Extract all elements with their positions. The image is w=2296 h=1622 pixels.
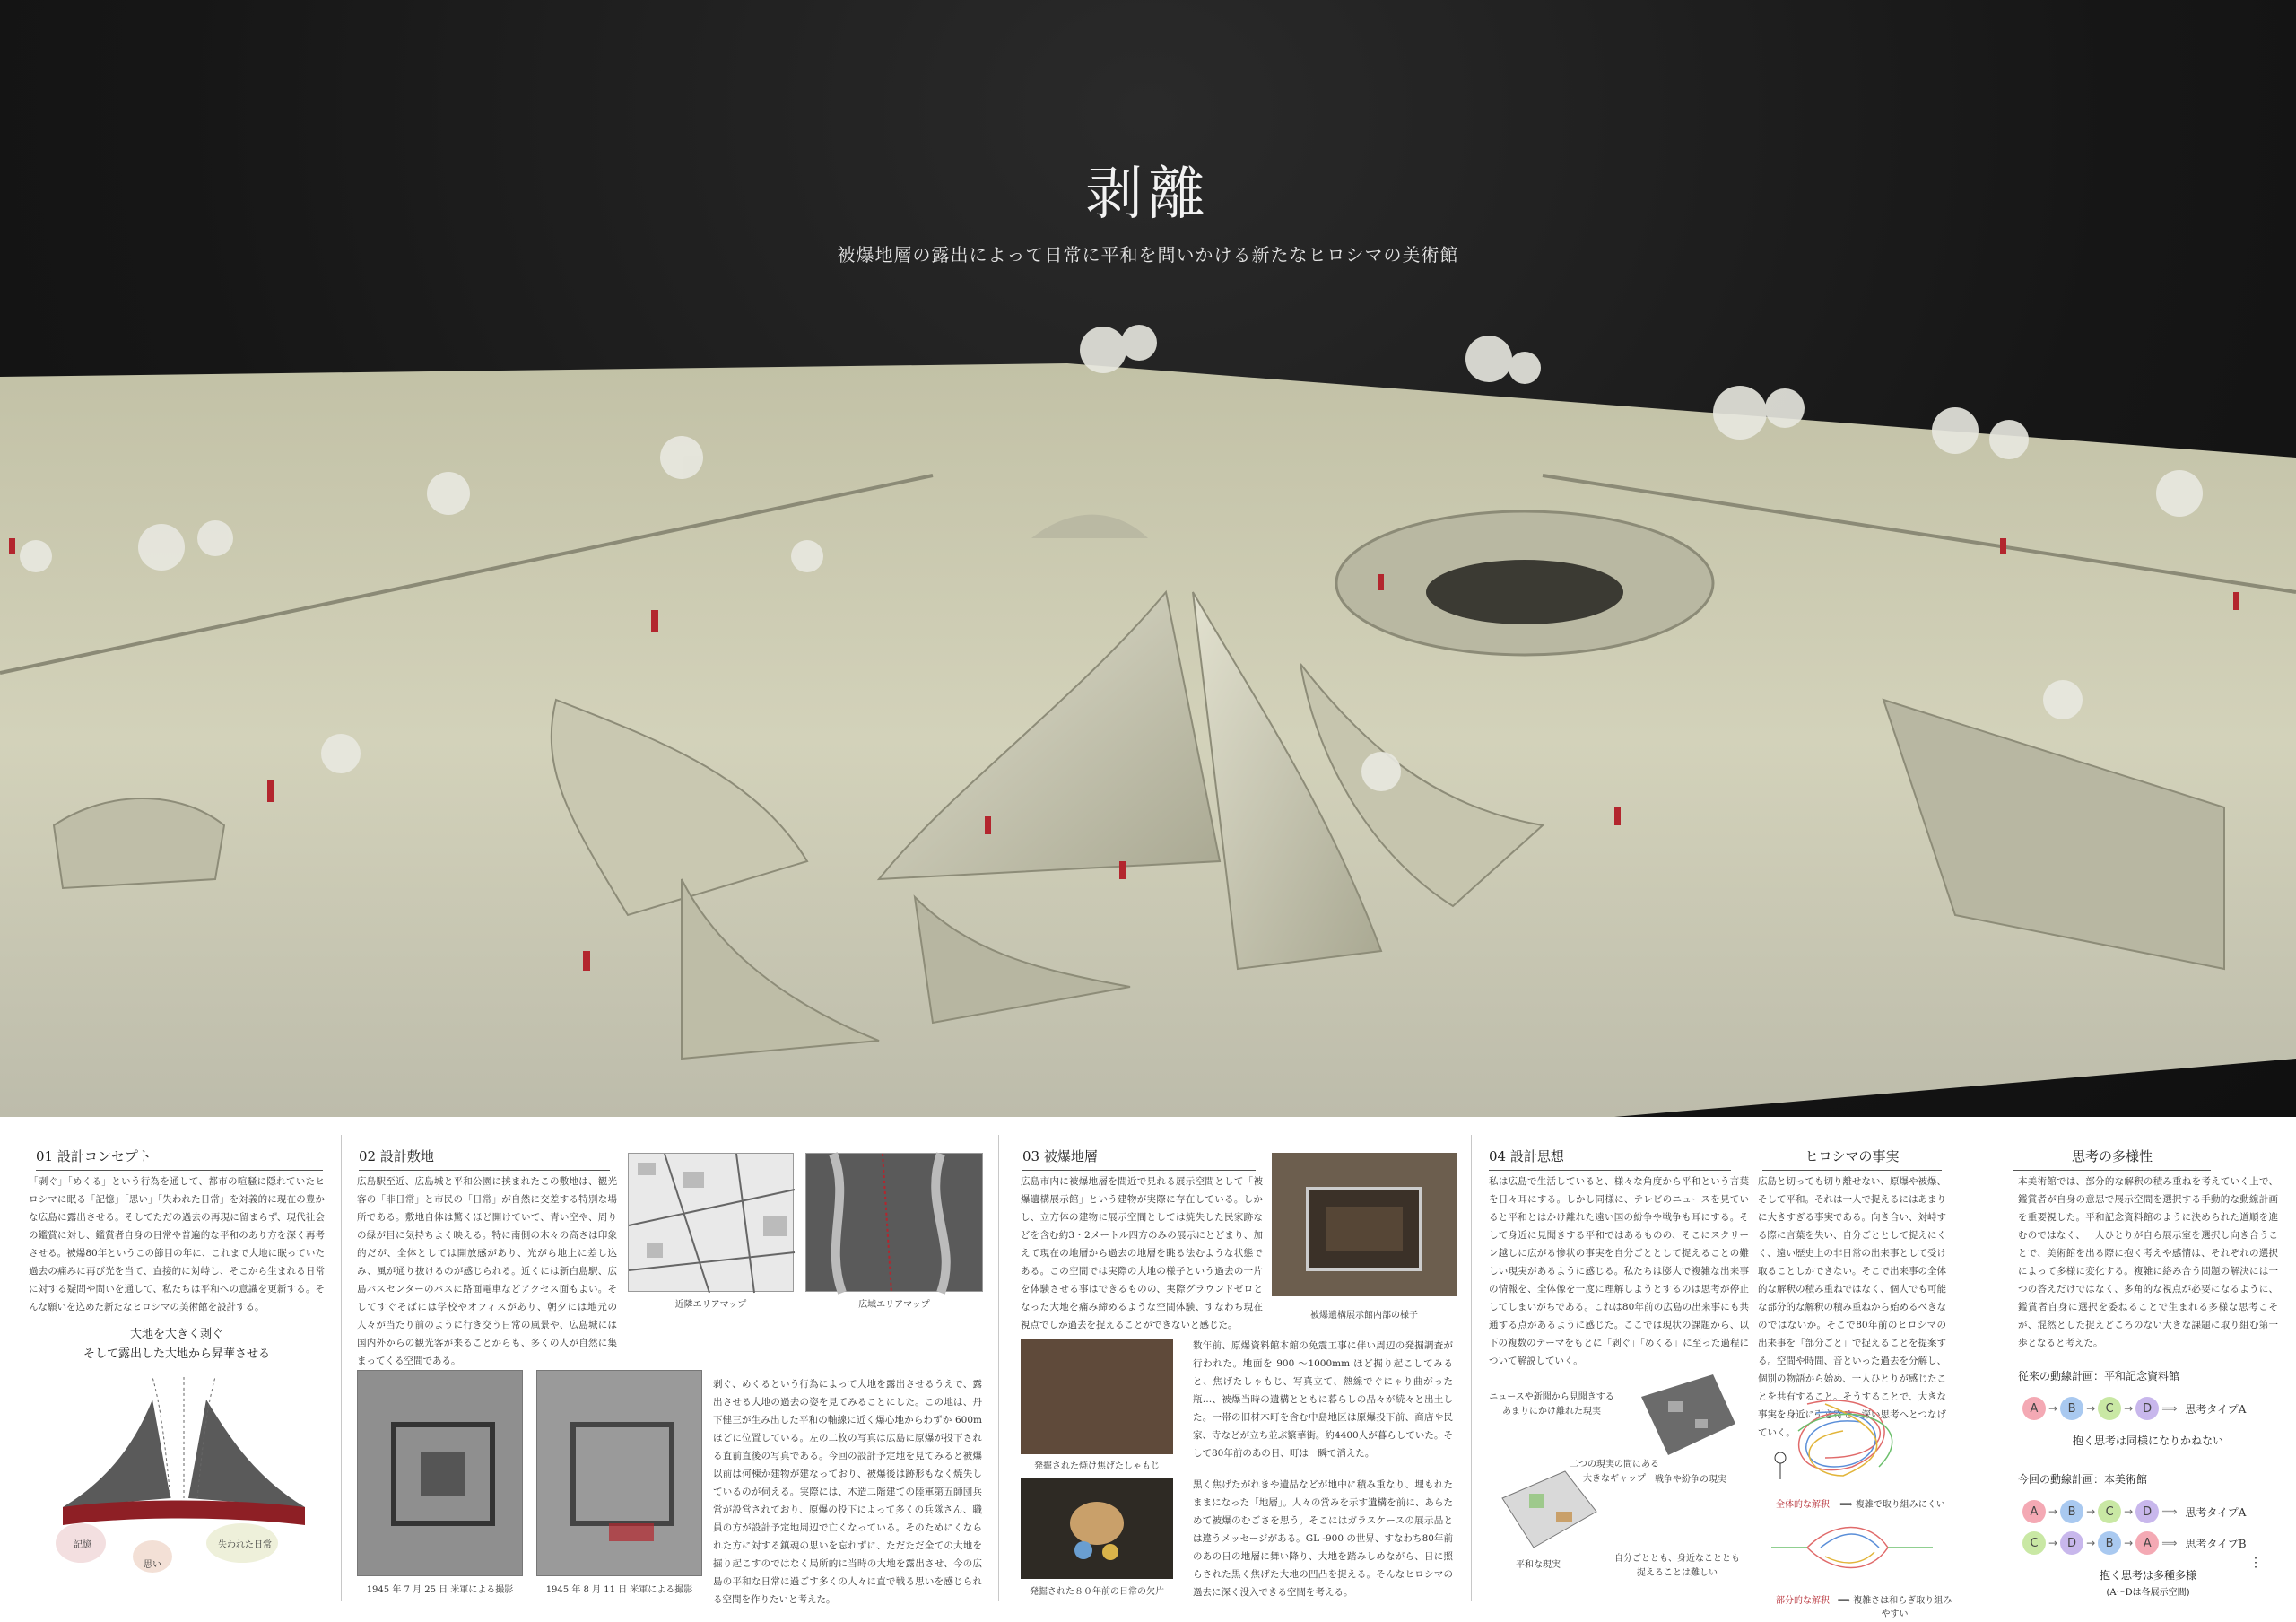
node-a: A: [2135, 1531, 2159, 1555]
aerial-photo-after: [536, 1370, 702, 1576]
node-c: C: [2022, 1531, 2046, 1555]
label-whole-result: ⟹ 複雑で取り組みにくい: [1839, 1500, 1945, 1510]
peaceful-reality-illustration: [1493, 1462, 1601, 1552]
node-b: B: [2060, 1397, 2083, 1420]
flow2-type-b: 思考タイプB: [2185, 1537, 2247, 1550]
flow1-title: 従来の動線計画：平和記念資料館: [2018, 1370, 2180, 1382]
aerial-photo-before: [357, 1370, 523, 1576]
concept-label-memory: 記憶: [74, 1540, 91, 1550]
node-b: B: [2060, 1500, 2083, 1523]
diversity-body: 本美術館では、部分的な解釈の積み重ねを考えていく上で、鑑賞者が自身の意思で展示空間を選択する手動的な動線計画を重要視した。平和記念資料館のように決められた道順を進むのではなく、一人ひとりが自ら展示室を選択し向き合うことで、美術館を出る際に抱く考えや感情は、それぞれの選択によって多様に変化する。複雑に絡み合う問題の解決には一つの答えだけではなく、多角的な視点が必要になるように、鑑賞者自身に選択を委ねることで生まれる多様な思考こそが、混然とした捉えどころのない大きな課題に取り組む第一歩となると考えた。: [2018, 1176, 2278, 1348]
node-b: B: [2098, 1531, 2121, 1555]
everyday-fragments-photo: [1021, 1478, 1173, 1579]
concept-label-lost: 失われた日常: [218, 1540, 272, 1550]
label-partial-interpretation: 部分的な解釈: [1776, 1596, 1830, 1606]
label-self-difficult: 自分ごととも、身近なこととも 捉えることは難しい: [1614, 1554, 1740, 1578]
section-heading-facts: ヒロシマの事実: [1762, 1147, 1942, 1171]
burnt-spoon-caption: 発掘された焼け焦げたしゃもじ: [1034, 1461, 1160, 1471]
exhibit-hall-photo: [1272, 1153, 1457, 1296]
section-heading-site: 02 設計敷地: [359, 1147, 610, 1171]
war-reality-illustration: [1632, 1370, 1740, 1460]
label-peaceful-reality: 平和な現実: [1516, 1560, 1561, 1570]
concept-body: 「剥ぐ」「めくる」という行為を通して、都市の喧騒に隠れていたヒロシマに眠る「記憶」「思い」「失われた日常」を対義的に現在の豊かな広島に露出させる。そしてただの過去の再現に留まらず、現代社会の鑑賞に対し、鑑賞者自身の日常や普遍的な平和のあり方を深く再考させる。被爆80年というこの節目の年に、これまで大地に眠っていた過去の痛みに再び光を当て、直接的に対峙し、そこから生まれる日常に対する疑問や問いを通して、私たちは平和への意識を更新する。そんな願いを込めた新たなヒロシマの美術館を設計する。: [29, 1176, 325, 1312]
flow1-diagram: A → B → C → D ⟹ 思考タイプA: [2022, 1397, 2246, 1420]
wide-area-map: [805, 1153, 983, 1292]
site-body-history: 剥ぐ、めくるという行為によって大地を露出させるうえで、露出させる大地の過去の姿を見てみることにした。この地は、丹下健三が生み出した平和の軸線に近く爆心地からわずか 600m ほどに位置している。左の二枚の写真は広島に原爆が投下される直前直後の写真である。今回の設計予定地を見てみると被爆以前は何棟か建物が建なっており、被爆後は跡形もなく焼失しているのが伺える。実際には、木造二階建ての陸軍第五師団兵営が設営されており、原爆の投下によって多くの兵隊さん、職員の方が設計予定地周辺で亡くなっている。そのためにくなられた方に対する鎮魂の思いを忘れずに、ただただ全ての大地を掘り起こすのではなく局所的に当時の大地を露出させ、今の広島の平和な日常に過ごす多くの人々に直で戦る思いを感じられる空間を作りたいと考えた。: [713, 1379, 982, 1605]
nearby-map-caption: 近隣エリアマップ: [674, 1300, 747, 1310]
philosophy-body: 私は広島で生活していると、様々な角度から平和という言葉を日々耳にする。しかし同様に、テレビのニュースを見ていると平和とはかけ離れた遠い国の紛争や戦争も耳にする。そして身近に見聞きする平和ではあるものの、そこにスクリーン越しに広がる惨状の事実を自分ごととして捉えることの難しい現実があるように感じる。私たちは膨大で複雑な出来事の情報を、全体像を一度に理解しようとするのは思考が停止してしまいがちである。これは80年前の広島の出来事にも共通する点があるように感じた。ここでは現状の課題から、以下の複数のテーマをもとに「剥ぐ」「めくる」に至った過程について解説していく。: [1489, 1176, 1749, 1366]
label-war-reality: 戦争や紛争の現実: [1655, 1475, 1726, 1485]
flow2-type-a: 思考タイプA: [2185, 1505, 2247, 1519]
site-body: 広島駅至近、広島城と平和公園に挟まれたこの敷地は、観光客の「非日常」と市民の「日常」が自然に交差する特別な場所である。敷地自体は驚くほど開けていて、青い空や、周りの緑が目に気持ちよく映える。特に南側の木々の高さは印象的だが、全体としては開放感があり、光がら地上に差し込み、風が通り抜けるのが感じられる。近くには新白島駅、広島バスセンターのバスに路面電車などアクセス面もよい。そしてすぐそばには学校やオフィスがあり、朝夕には地元の人々が当たり前のように行き交う日常の風景や、広島城には国内外からの観光客が来ることからも、多くの人が自然に集まってくる空間である。: [357, 1176, 617, 1366]
facts-body: 広島と切っても切り離せない、原爆や被爆、そして平和。それは一人で捉えるにはあまりに大きすぎる事実である。向き合い、対峙する際に言葉を失い、自分ごととして捉えにくく、遠い歴史上の非日常の出来事として受け取ることしかできない。そこで出来事の全体的な解釈の積み重ねではなく、個人でも可能な部分的な解釈の積み重ねから始めるべきなのではないか。そこで80年前のヒロシマの出来事を「部分ごと」で捉えることを提案する。空間や時間、音といった過去を分解し、個別の物語から始め、一人ひとりが感じたことを共有すること。そうすることで、大きな事実を身近に引き寄せ、深い思考へとつなげていく。: [1758, 1176, 1946, 1438]
everyday-fragments-caption: 発掘された８０年前の日常の欠片: [1030, 1587, 1164, 1597]
flow2-sub: (A〜Dは各展示空間): [2106, 1588, 2190, 1598]
column-divider: [1471, 1135, 1472, 1601]
concept-diagram-title: 大地を大きく剥ぐ そして露出した大地から昇華させる: [83, 1328, 270, 1361]
flow2-diagram-a: A → B → C → D ⟹ 思考タイプA: [2022, 1500, 2246, 1523]
flow2-note: 抱く思考は多種多様: [2099, 1569, 2196, 1582]
section-heading-philosophy: 04 設計思想: [1489, 1147, 1731, 1171]
page-subtitle: 被爆地層の露出によって日常に平和を問いかける新たなヒロシマの美術館: [837, 244, 1459, 266]
strata-body-layer: 黒く焦げたがれきや遺品などが地中に積み重なり、埋もれたままになった「地層」。人々の営みを示す遺構を前に、あらためて被爆のむごさを思う。そこにはガラスケースの展示品とは違うメッセージがある。GL -900 の世界、すなわち80年前のあの日の地層に舞い降り、大地を踏みしめながら、日に照らされた黒く焦げた大地の凹凸を捉える。そんなヒロシマの過去に深く没入できる空間を考える。: [1193, 1479, 1453, 1598]
description-panels: [0, 1117, 2296, 1622]
flow2-title: 今回の動線計画：本美術館: [2018, 1473, 2148, 1486]
flow1-type: 思考タイプA: [2185, 1402, 2247, 1416]
tangled-partial-illustration: [1771, 1512, 1933, 1583]
label-whole-interpretation: 全体的な解釈: [1776, 1500, 1830, 1510]
aerial-photo-before-caption: 1945 年 7 月 25 日 米軍による撮影: [366, 1585, 514, 1595]
concept-label-thought: 思い: [144, 1560, 161, 1570]
tangled-whole-illustration: [1771, 1386, 1933, 1485]
node-c: C: [2098, 1397, 2121, 1420]
section-heading-concept: 01 設計コンセプト: [36, 1147, 323, 1171]
label-news-reality: ニュースや新聞から見聞きする あまりにかけ離れた現実: [1489, 1392, 1614, 1417]
flow1-note: 抱く思考は同様になりかねない: [2072, 1435, 2223, 1447]
section-heading-strata: 03 被爆地層: [1022, 1147, 1256, 1171]
label-partial-result: ⟹ 複雑さは和らぎ取り組みやすい: [1837, 1596, 1952, 1619]
nearby-area-map: [628, 1153, 794, 1292]
aerial-photo-after-caption: 1945 年 8 月 11 日 米軍による撮影: [545, 1585, 693, 1595]
strata-body: 広島市内に被爆地層を間近で見れる展示空間として「被爆遺構展示館」という建物が実際に存在している。しかし、立方体の建物に展示空間としては焼失した民家跡などを含む約3・2メートル四方のみの展示にとどまり、加えて現在の地層から過去の地層を眺る法むような状態である。この空間では実際の大地の様子という過去の一片を体験させる事はできるものの、実際グラウンドゼロとなった大地を痛み締めるような空間体験、すなわち現在視点でしか過去を捉えることができないと感じた。: [1021, 1176, 1263, 1330]
column-divider: [998, 1135, 999, 1601]
column-divider: [341, 1135, 342, 1601]
label-gap: 二つの現実の間にある 大きなギャップ: [1570, 1460, 1659, 1484]
node-c: C: [2098, 1500, 2121, 1523]
flow2-ellipsis: ⋮: [2249, 1556, 2262, 1570]
flow2-diagram-b: C → D → B → A ⟹ 思考タイプB: [2022, 1531, 2247, 1555]
page-title: 剥離: [1085, 161, 1211, 228]
section-heading-diversity: 思考の多様性: [2013, 1147, 2211, 1171]
architectural-model-photo: [0, 323, 2296, 1117]
burnt-spoon-photo: [1021, 1339, 1173, 1454]
node-d: D: [2135, 1397, 2159, 1420]
wide-map-caption: 広域エリアマップ: [858, 1300, 930, 1310]
exhibit-hall-caption: 被爆遺構展示館内部の様子: [1310, 1311, 1418, 1321]
node-d: D: [2060, 1531, 2083, 1555]
node-a: A: [2022, 1397, 2046, 1420]
node-d: D: [2135, 1500, 2159, 1523]
node-a: A: [2022, 1500, 2046, 1523]
strata-body-excavation: 数年前、原爆資料館本館の免震工事に伴い周辺の発掘調査が行われた。地面を 900 〜1000mm ほど掘り起こしてみると、焦げたしゃもじ、写真立て、熱線でぐにゃり曲がった瓶…、被爆当時の遺構とともに暮らしの品々が続々と出土した。一帯の旧材木町を含む中島地区は原爆投下前、商店や民家、寺などが立ち並ぶ繁華街。約4400人が暮らしていた。そして80年前のあの日、町は一瞬で消えた。: [1193, 1340, 1453, 1459]
